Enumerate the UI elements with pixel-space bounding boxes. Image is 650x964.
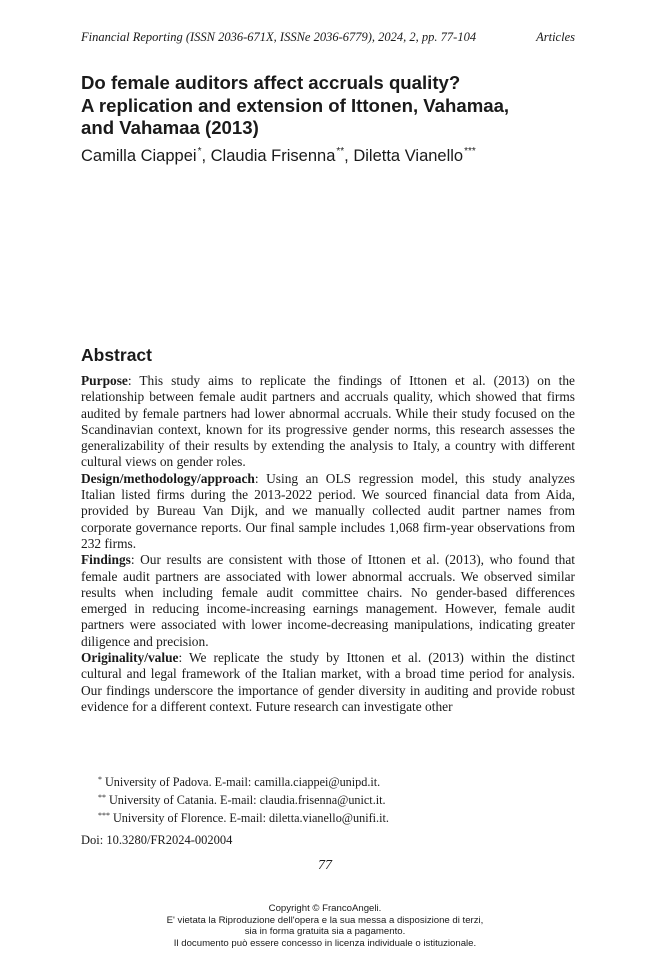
section-text: Our results are consistent with those of Ittonen et al. (2013), who found that female audit partners are associated with lower abnormal accruals. We observed similar results when including female audit committee chairs. No gender-based differences emerged in reducing income-increasing earnings management. However, female audit partners were associated with lower income-decreasing manipulations, indicating greater diligence and precision. — [81, 552, 576, 649]
copyright-line: Il documento può essere concesso in licenza individuale o istituzionale. — [173, 937, 477, 949]
section-text: We replicate the study by Ittonen et al. (2013) within the distinct cultural and legal framework of the Italian market, with a broad time period for analysis. Our findings underscore the importance of gender diversity in auditing and provide robust evidence for a different context. Future research can investigate other — [81, 650, 575, 714]
author-name: Camilla Ciappei — [81, 147, 197, 165]
footnote-text: University of Catania. E-mail: claudia.frisenna@unict.it. — [109, 793, 386, 807]
running-head — [81, 30, 575, 45]
abstract-paragraph: Design/methodology/approach: Using an OLS regression model, this study analyzes Italian listed firms during the 2013-2022 period. We sourced financial data from Aida, provided by Bureau Van Dijk, and we manually collected audit partner names from corporate governance reports. Our final sample includes 1,068 firm-year observations from 232 firms. — [81, 470, 575, 551]
footnote-mark: ** — [98, 793, 106, 802]
section-label: Articles — [536, 30, 575, 44]
abstract-heading: Abstract — [81, 345, 152, 365]
section-text: This study aims to replicate the findings of Ittonen et al. (2013) on the relationship between female audit partners and accruals quality, which showed that firms audited by female partners had lower abnormal accruals. While their study focused on the Scandinavian context, known for its progressive gender norms, this research assesses the generalizability of their results by extending the analysis to Italy, a country with different cultural views on gender roles. — [81, 373, 575, 470]
author-list: Camilla Ciappei*, Claudia Frisenna**, Diletta Vianello*** — [81, 146, 476, 165]
section-text: Using an OLS regression model, this study analyzes Italian listed firms during the 2013-2022 period. We sourced financial data from Aida, provided by Bureau Van Dijk, and we manually collected audit partner names from corporate governance reports. Our final sample includes 1,068 firm-year observations from 232 firms. — [81, 470, 575, 551]
section-label: Design/methodology/approach — [81, 470, 255, 486]
copyright-notice — [0, 903, 650, 949]
title-line-3: and Vahamaa (2013) — [81, 117, 259, 138]
author-affiliation-mark: ** — [336, 146, 345, 157]
doi: Doi: 10.3280/FR2024-002004 — [81, 833, 233, 847]
footnote-text: University of Florence. E-mail: diletta.vianello@unifi.it. — [113, 811, 389, 825]
footnotes — [98, 772, 389, 826]
footnote — [98, 790, 389, 808]
abstract-paragraph: Originality/value: We replicate the study by Ittonen et al. (2013) within the distinct cultural and legal framework of the Italian market, with a broad time period for analysis. Our findings underscore the importance of gender diversity in auditing and provide robust evidence for a different context. Future research can investigate other — [81, 650, 575, 714]
copyright-line: sia in forma gratuita sia a pagamento. — [244, 926, 406, 938]
article-title — [81, 72, 581, 140]
abstract-paragraph: Findings: Our results are consistent with those of Ittonen et al. (2013), who found that female audit partners are associated with lower abnormal accruals. We observed similar results when including female audit committee chairs. No gender-based differences emerged in reducing income-increasing earnings management. However, female audit partners were associated with lower income-decreasing manipulations, indicating greater diligence and precision. — [81, 552, 576, 649]
footnote — [98, 772, 389, 790]
author-name: Diletta Vianello — [353, 147, 464, 165]
page-number: 77 — [318, 858, 332, 873]
section-label: Findings — [81, 552, 131, 568]
title-line-2: A replication and extension of Ittonen, Vahamaa, — [81, 94, 510, 116]
section-label: Purpose — [81, 373, 128, 388]
section-label: Originality/value — [81, 650, 179, 666]
title-line-1: Do female auditors affect accruals quality? — [81, 72, 461, 93]
footnote-mark: *** — [98, 811, 110, 820]
author-name: Claudia Frisenna — [210, 147, 336, 165]
abstract-paragraph: Purpose: This study aims to replicate the findings of Ittonen et al. (2013) on the relationship between female audit partners and accruals quality, which showed that firms audited by female partners had lower abnormal accruals. While their study focused on the Scandinavian context, known for its progressive gender norms, this research assesses the generalizability of their results by extending the analysis to Italy, a country with different cultural views on gender roles. — [81, 373, 575, 470]
journal-citation: Financial Reporting (ISSN 2036-671X, ISSNe 2036-6779), 2024, 2, pp. 77-104 — [81, 30, 477, 44]
footnote-mark: * — [98, 775, 102, 784]
abstract-body — [81, 373, 575, 715]
copyright-line: Copyright © FrancoAngeli. — [268, 903, 382, 914]
copyright-line: E' vietata la Riproduzione dell'opera e la sua messa a disposizione di terzi, — [166, 914, 484, 926]
author-affiliation-mark: *** — [464, 146, 476, 157]
footnote — [98, 808, 389, 826]
author-affiliation-mark: * — [197, 146, 202, 157]
footnote-text: University of Padova. E-mail: camilla.ciappei@unipd.it. — [105, 775, 381, 789]
